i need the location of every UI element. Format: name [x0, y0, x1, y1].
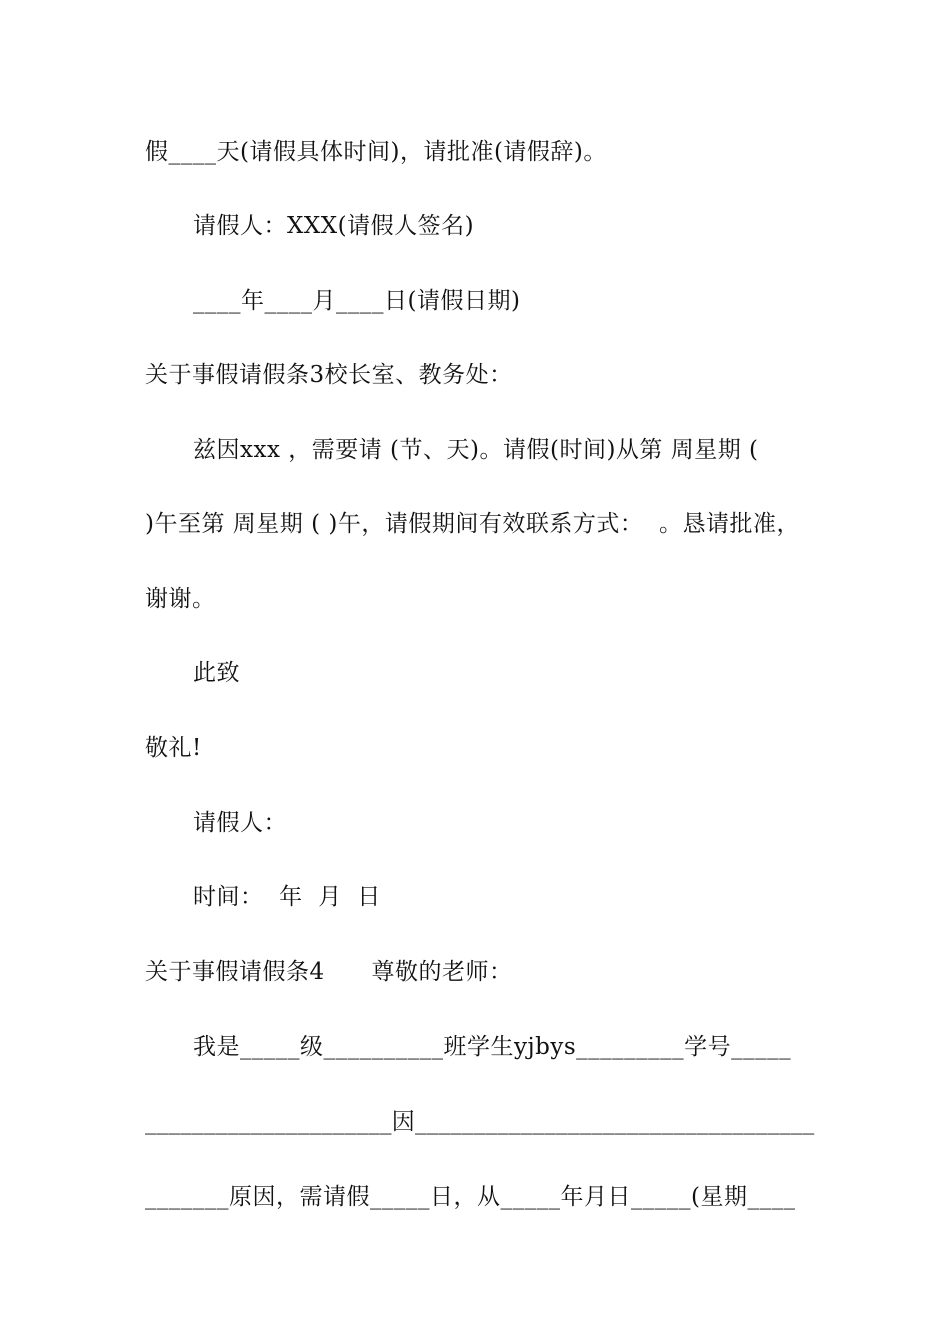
text-line-10: 请假人：	[193, 810, 287, 836]
text-line-3: ____年____月____日(请假日期)	[193, 288, 521, 314]
text-line-2: 请假人：XXX(请假人签名)	[193, 213, 475, 239]
text-line-14: _____________________因__________________________________	[145, 1109, 815, 1135]
section-heading-4: 关于事假请假条4 尊敬的老师：	[145, 959, 513, 985]
text-line-13: 我是_____级__________班学生yjbys_________学号_____	[193, 1034, 792, 1060]
text-line-9: 敬礼!	[145, 735, 202, 761]
text-line-11: 时间： 年 月 日	[193, 884, 381, 910]
section-heading-3: 关于事假请假条3校长室、教务处：	[145, 362, 513, 388]
text-line-6: )午至第 周星期 ( )午，请假期间有效联系方式： 。恳请批准，	[145, 511, 800, 537]
text-line-7: 谢谢。	[145, 586, 216, 612]
text-line-8: 此致	[193, 660, 240, 686]
text-line-1: 假____天(请假具体时间)，请批准(请假辞)。	[145, 139, 607, 165]
text-line-15: _______原因，需请假_____日，从_____年月日_____(星期____	[145, 1184, 796, 1210]
text-line-5: 兹因xxx ，需要请 (节、天)。请假(时间)从第 周星期 (	[193, 437, 759, 463]
